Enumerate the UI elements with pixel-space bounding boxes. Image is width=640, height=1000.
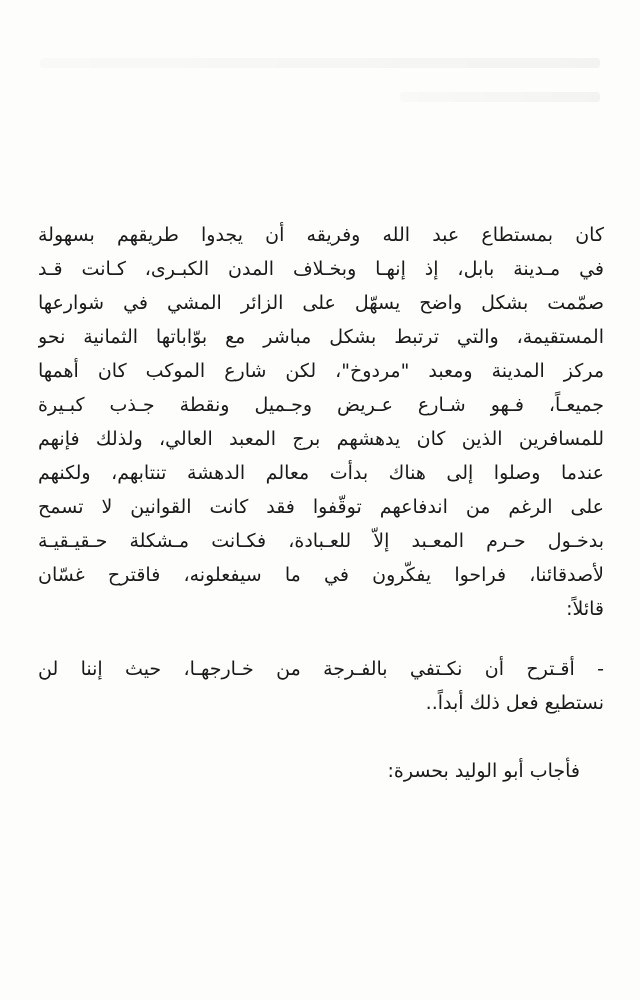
text-line: للمسافرين الذين كان يدهشهم برج المعبد العالي، ولذلك فإنهم [38,428,604,450]
text-line: نستطيع فعل ذلك أبداً.. [425,692,604,714]
page-text [38,218,604,788]
paragraph-reply [38,754,604,788]
text-line: المستقيمة، والتي ترتبط بشكل مباشر مع بوّاباتها الثمانية نحو [38,326,604,348]
text-line: صمّمت بشكل واضح يسهّل على الزائر المشي في شوارعها [38,292,604,314]
text-line: قائلاً: [566,598,604,620]
text-line: فأجاب أبو الوليد بحسرة: [387,760,580,782]
paragraph-narration [38,218,604,626]
text-line: عندما وصلوا إلى هناك بدأت معالم الدهشة تنتابهم، ولكنهم [38,462,604,484]
text-line: مركز المدينة ومعبد "مردوخ"، لكن شارع الموكب كان أهمها [38,360,604,382]
text-line: على الرغم من اندفاعهم توقّفوا فقد كانت القوانين لا تسمح [38,496,604,518]
text-line: لأصدقائنا، فراحوا يفكّرون في ما سيفعلونه، فاقترح غسّان [38,564,604,586]
paragraph-dialogue [38,652,604,720]
reverse-side-show-through [40,58,600,68]
text-line: في مـدينة بابل، إذ إنهـا وبخـلاف المدن الكبـرى، كـانت قـد [38,258,604,280]
text-line: كان بمستطاع عبد الله وفريقه أن يجدوا طريقهم بسهولة [38,224,604,246]
reverse-side-show-through [400,92,600,102]
text-line: بدخـول حـرم المعـبد إلاّ للعـبادة، فكـانت مـشكلة حـقيـقيـة [38,530,604,552]
text-line: جميعـاً، فـهو شـارع عـريض وجـميل ونقطة جـذب كبـيرة [38,394,604,416]
text-line: - أقـترح أن نكـتفي بالفـرجة من خـارجهـا، حيث إننا لن [38,658,604,680]
